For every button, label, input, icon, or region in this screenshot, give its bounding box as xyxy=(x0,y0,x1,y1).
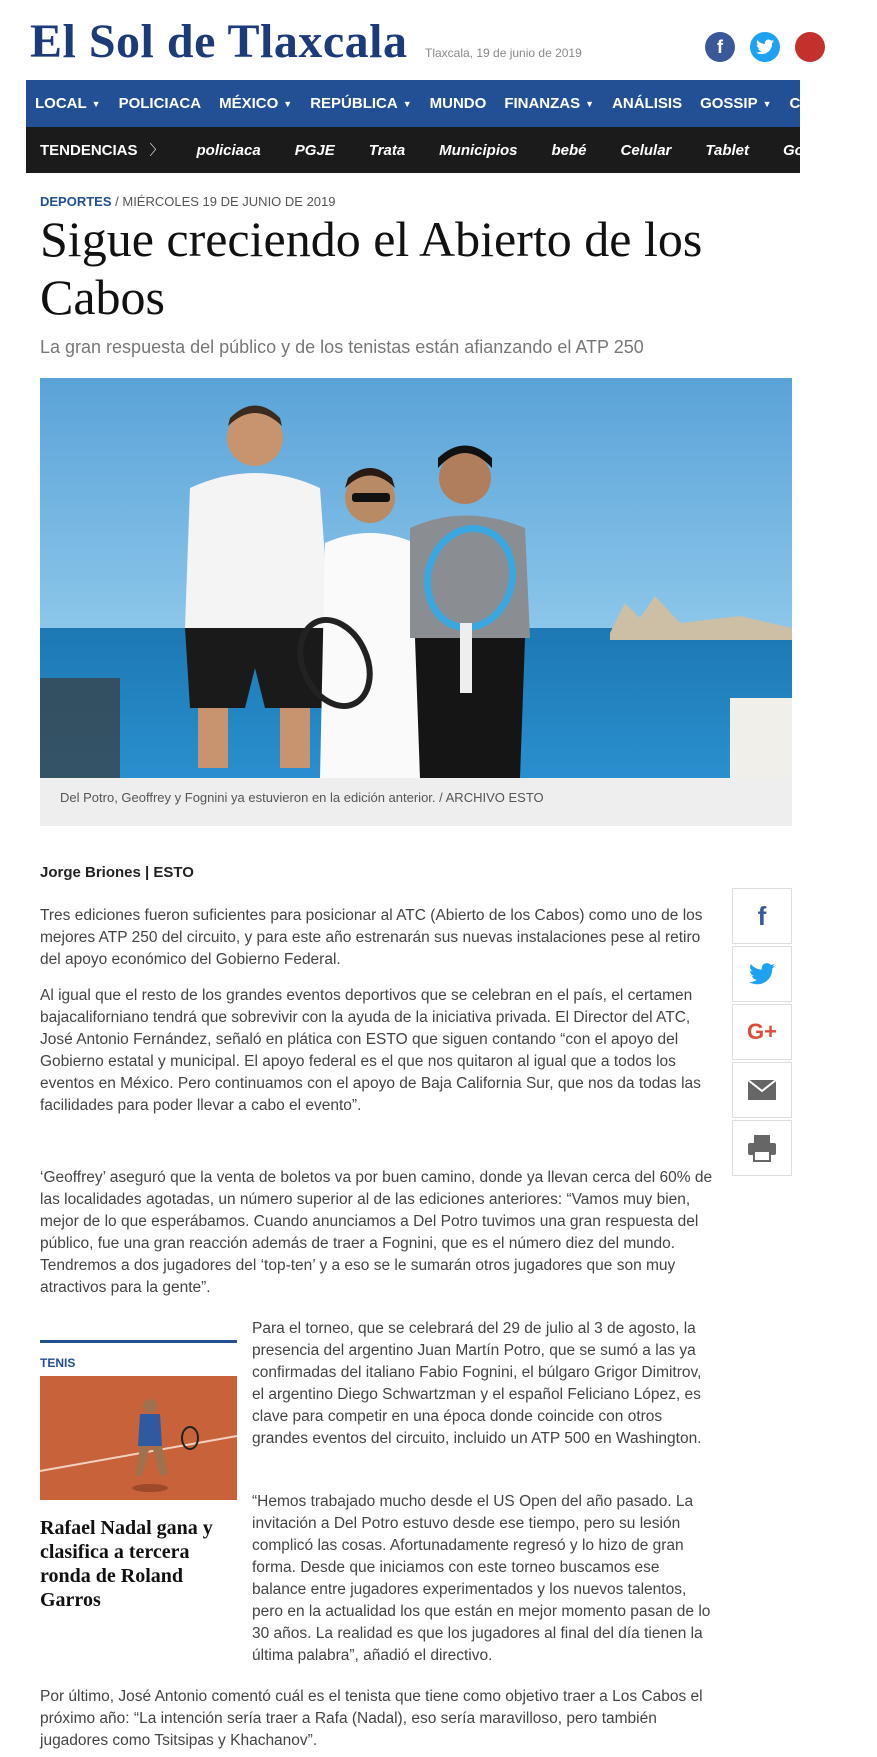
article-paragraph: Por último, José Antonio comentó cuál es el tenista que tiene como objetivo traer a Los Cabos el próximo año: “La intención sería traer a Rafa (Nadal), eso sería maravilloso, pero también jugadores como Tsitsipas y Khachanov”. xyxy=(40,1688,703,1749)
article-paragraph: Para el torneo, que se celebrará del 29 de julio al 3 de agosto, la presencia del argentino Juan Martín Potro, que se sumó a las ya confirmadas del italiano Fabio Fognini, el búlgaro Grigor Dimitrov, el argentino Diego Schwartzman y el español Feliciano López, es clave para competir en una época donde coincide con otros grandes eventos del circuito, incluido un ATP 500 en Washington. xyxy=(252,1320,702,1447)
mail-icon xyxy=(747,1079,777,1101)
facebook-icon: f xyxy=(757,900,767,931)
related-image[interactable] xyxy=(40,1376,237,1500)
nav-item-policiaca[interactable] xyxy=(110,95,211,112)
nav-item-label: POLICIACA xyxy=(118,95,202,112)
trending-tag[interactable]: Celular xyxy=(620,141,672,159)
nav-item-label: LOCAL xyxy=(35,95,87,112)
caret-down-icon: ▼ xyxy=(762,98,772,109)
nav-item-label: MÉXICO xyxy=(219,95,279,112)
share-facebook-button[interactable] xyxy=(732,888,792,944)
twitter-icon xyxy=(749,963,775,985)
article-paragraph: Al igual que el resto de los grandes eventos deportivos que se celebran en el país, el certamen bajacaliforniano tendrá que sobrevivir con la ayuda de la iniciativa privada. El Director del ATC, José Antonio Fernández, señaló en plática con ESTO que siguen contando “con el apoyo del Gobierno estatal y municipal. El apoyo federal es el que nos quitaron al igual que a todos los eventos en México. Pero continuamos con el apoyo de Baja California Sur, que nos da todas las facilidades para poder llevar a cabo el evento”. xyxy=(40,987,701,1114)
nav-item-círculos[interactable] xyxy=(781,95,877,112)
nav-item-label: CÍRCULOS xyxy=(789,95,868,112)
nav-item-label: REPÚBLICA xyxy=(310,95,398,112)
nav-item-análisis[interactable] xyxy=(603,95,691,112)
article-author[interactable]: Jorge Briones | ESTO xyxy=(40,864,194,881)
caret-down-icon: ▼ xyxy=(91,98,101,109)
trending-tag[interactable]: policiaca xyxy=(196,141,261,159)
trending-tag[interactable]: PGJE xyxy=(294,141,335,159)
trending-tag[interactable]: Tablet xyxy=(705,141,750,159)
share-google-plus-button[interactable] xyxy=(732,1004,792,1060)
nav-item-label: MUNDO xyxy=(429,95,487,112)
article-meta xyxy=(40,194,336,209)
site-logo[interactable]: El Sol de Tlaxcala xyxy=(30,15,408,68)
nav-item-label: GOSSIP xyxy=(700,95,758,112)
caret-down-icon: ▼ xyxy=(585,98,595,109)
related-article-card[interactable] xyxy=(40,1340,237,1612)
related-tag[interactable]: TENIS xyxy=(40,1356,76,1370)
trending-tag[interactable]: Trata xyxy=(368,141,406,159)
share-print-button[interactable] xyxy=(732,1120,792,1176)
article-subtitle: La gran respuesta del público y de los tenistas están afianzando el ATP 250 xyxy=(40,337,644,357)
caret-down-icon: ▼ xyxy=(402,98,412,109)
article-paragraph: Tres ediciones fueron suficientes para posicionar al ATC (Abierto de los Cabos) como uno de los mejores ATP 250 del circuito, y para este año estrenarán sus nuevas instalaciones pese al retiro del apoyo económico del Gobierno Federal. xyxy=(40,907,703,968)
google-plus-icon: G+ xyxy=(747,1019,777,1044)
related-headline[interactable]: Rafael Nadal gana y clasifica a tercera ronda de Roland Garros xyxy=(40,1517,213,1611)
related-divider xyxy=(40,1340,237,1343)
article-date: / MIÉRCOLES 19 DE JUNIO DE 2019 xyxy=(115,194,336,209)
print-icon xyxy=(747,1134,777,1162)
image-caption: Del Potro, Geoffrey y Fognini ya estuvieron en la edición anterior. / ARCHIVO ESTO xyxy=(60,790,544,805)
chevron-right-icon: 〉 xyxy=(149,142,164,158)
trending-tag[interactable]: Municipios xyxy=(439,141,518,159)
twitter-icon[interactable] xyxy=(750,32,780,62)
trending-tag[interactable]: bebé xyxy=(551,141,587,159)
social-icon-partial[interactable] xyxy=(795,32,825,62)
hero-image[interactable] xyxy=(40,378,792,778)
nav-item-república[interactable] xyxy=(301,95,420,112)
site-header xyxy=(0,0,800,80)
article-title: Sigue creciendo el Abierto de los Cabos xyxy=(40,211,703,325)
facebook-icon[interactable]: f xyxy=(705,32,735,62)
trending-bar xyxy=(26,127,850,173)
nav-item-label: ANÁLISIS xyxy=(612,95,683,112)
nav-item-gossip[interactable] xyxy=(691,95,780,112)
article-paragraph: ‘Geoffrey’ aseguró que la venta de boletos va por buen camino, donde ya llevan cerca del 60% de las localidades agotadas, un número superior al de las ediciones anteriores: “Vamos muy bien, mejor de lo que esperábamos. Cuando anunciamos a Del Potro tuvimos una gran respuesta del público, fue una gran reacción además de traer a Fognini, que es el número diez del mundo. Tendremos a dos jugadores del ‘top-ten’ y a eso se le sumarán otros jugadores que son muy atractivos para la gente”. xyxy=(40,1169,713,1296)
main-nav xyxy=(26,80,868,127)
nav-item-méxico[interactable] xyxy=(210,95,301,112)
section-link[interactable]: DEPORTES xyxy=(40,194,112,209)
share-twitter-button[interactable] xyxy=(732,946,792,1002)
trending-label: TENDENCIAS xyxy=(40,141,138,159)
share-mail-button[interactable] xyxy=(732,1062,792,1118)
nav-item-local[interactable] xyxy=(26,95,110,112)
header-date: Tlaxcala, 19 de junio de 2019 xyxy=(425,46,582,60)
caret-down-icon: ▼ xyxy=(283,98,293,109)
nav-item-finanzas[interactable] xyxy=(495,95,603,112)
hero-figure xyxy=(40,378,792,826)
trending-tag[interactable]: Gobierno xyxy=(783,141,850,159)
nav-item-label: FINANZAS xyxy=(504,95,581,112)
article-paragraph: “Hemos trabajado mucho desde el US Open del año pasado. La invitación a Del Potro estuvo desde ese tiempo, pero su lesión complicó las cosas. Afortunadamente regresó y lo hizo de gran forma. Desde que iniciamos con este torneo buscamos ese balance entre jugadores experimentados y los nuevos talentos, pero en la actualidad los que están en mejor momento pasan de lo 30 años. La realidad es que los jugadores al final del día tienen la última palabra”, añadió el directivo. xyxy=(252,1493,711,1664)
nav-item-mundo[interactable] xyxy=(421,95,496,112)
